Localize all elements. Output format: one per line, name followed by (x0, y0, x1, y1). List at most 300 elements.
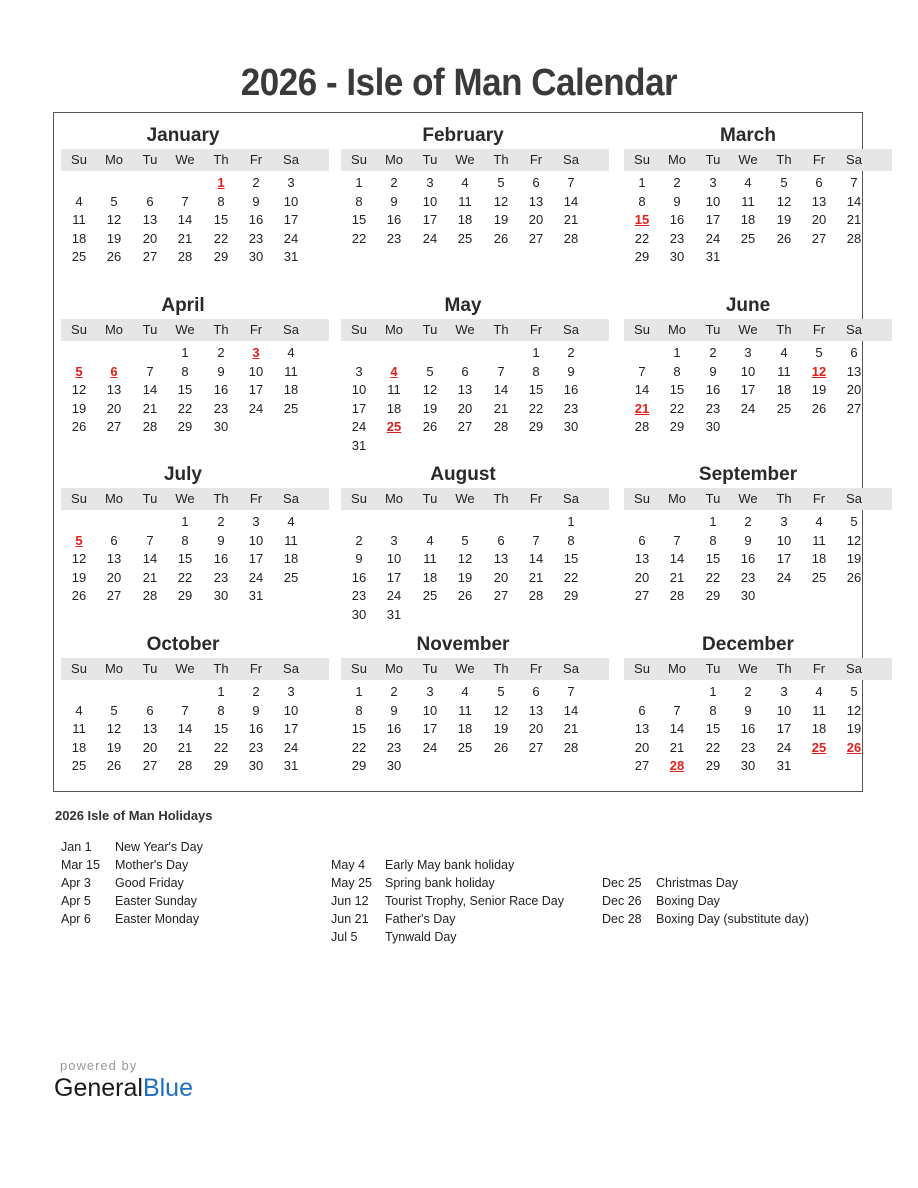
day-cell: 18 (283, 382, 299, 397)
day-cell: 16 (248, 212, 264, 227)
month-title: September (698, 464, 798, 485)
day-cell: 30 (248, 758, 264, 773)
weekday-label: Su (351, 661, 367, 676)
day-cell: 26 (106, 249, 122, 264)
month-title: December (702, 634, 794, 655)
day-cell: 24 (422, 739, 438, 755)
day-cell: 6 (532, 684, 540, 699)
month-title: August (430, 464, 496, 485)
day-cell: 20 (493, 569, 509, 585)
day-cell: 14 (563, 193, 579, 209)
day-cell: 26 (846, 569, 862, 585)
day-cell: 28 (528, 588, 544, 603)
day-cell: 29 (563, 588, 579, 603)
day-cell: 18 (386, 400, 402, 416)
month-january (61, 113, 329, 283)
weekday-label: Th (213, 661, 229, 676)
day-cell: 29 (705, 588, 721, 603)
weekday-label: We (738, 661, 758, 676)
day-cell: 9 (709, 363, 717, 379)
weekday-label: Th (493, 322, 509, 337)
day-cell: 23 (248, 739, 264, 755)
day-cell: 5 (426, 363, 434, 379)
day-cell: 1 (673, 345, 681, 360)
weekday-label: Tu (422, 152, 438, 167)
weekday-label: Tu (142, 661, 158, 676)
day-cell: 29 (634, 249, 650, 264)
day-cell: 23 (669, 230, 685, 246)
month-october (61, 622, 329, 792)
day-cell: 15 (351, 212, 367, 227)
day-cell: 14 (563, 702, 579, 718)
day-cell: 28 (177, 249, 193, 264)
day-cell: 29 (528, 419, 544, 434)
weekday-label: Tu (422, 491, 438, 506)
day-cell: 3 (780, 514, 788, 529)
weekday-label: We (738, 322, 758, 337)
day-cell: 1 (567, 514, 575, 529)
day-cell: 9 (252, 702, 260, 718)
day-cell: 23 (386, 230, 402, 246)
holiday-name: Tynwald Day (385, 930, 457, 944)
weekday-label: Fr (812, 322, 826, 337)
weekday-label: We (175, 661, 195, 676)
day-cell: 19 (457, 569, 473, 585)
day-cell: 4 (461, 175, 469, 190)
day-cell: 14 (493, 382, 509, 397)
holidays-title: 2026 Isle of Man Holidays (55, 808, 213, 823)
weekday-label: We (175, 152, 195, 167)
weekday-label: Fr (249, 491, 263, 506)
day-cell: 25 (283, 400, 299, 416)
day-cell: 22 (213, 230, 229, 246)
day-cell: 6 (461, 363, 469, 379)
day-cell: 30 (740, 758, 756, 773)
brand-general: General (54, 1074, 143, 1102)
day-cell: 23 (351, 588, 367, 603)
day-cell: 18 (422, 569, 438, 585)
day-cell: 21 (846, 212, 862, 227)
day-cell: 29 (177, 419, 193, 434)
day-cell: 13 (811, 193, 827, 209)
day-cell: 5 (497, 684, 505, 699)
day-cell: 26 (776, 230, 792, 246)
day-cell: 23 (213, 400, 229, 416)
day-cell: 7 (567, 684, 575, 699)
day-cell: 24 (248, 569, 264, 585)
day-cell: 9 (252, 193, 260, 209)
day-cell: 3 (252, 514, 260, 529)
day-cell: 23 (740, 739, 756, 755)
day-cell: 9 (744, 532, 752, 548)
day-cell: 30 (563, 419, 579, 434)
day-cell: 12 (493, 702, 509, 718)
day-cell: 18 (811, 721, 827, 736)
weekday-label: We (455, 322, 475, 337)
weekday-label: Th (213, 322, 229, 337)
holiday-name: Easter Sunday (115, 894, 197, 908)
day-cell: 27 (634, 588, 650, 603)
day-cell: 21 (142, 569, 158, 585)
day-cell: 18 (457, 721, 473, 736)
day-cell: 28 (142, 419, 158, 434)
weekday-label: Sa (283, 661, 299, 676)
day-cell: 22 (528, 400, 544, 416)
weekday-label: Mo (104, 661, 124, 676)
day-cell: 8 (217, 193, 225, 209)
day-cell: 30 (213, 419, 229, 434)
day-cell: 2 (673, 175, 681, 190)
day-cell: 7 (181, 702, 189, 718)
day-cell: 24 (248, 400, 264, 416)
month-title: June (725, 295, 771, 316)
day-cell: 20 (528, 721, 544, 736)
day-cell: 15 (351, 721, 367, 736)
holiday-day: 4 (390, 363, 398, 379)
holiday-name: Tourist Trophy, Senior Race Day (385, 894, 565, 908)
day-cell: 12 (776, 193, 792, 209)
holiday-day: 1 (217, 175, 225, 190)
day-cell: 30 (248, 249, 264, 264)
day-cell: 8 (673, 363, 681, 379)
day-cell: 18 (283, 551, 299, 566)
day-cell: 10 (351, 382, 367, 397)
weekday-label: Th (776, 661, 792, 676)
day-cell: 6 (815, 175, 823, 190)
day-cell: 14 (846, 193, 862, 209)
day-cell: 22 (351, 739, 367, 755)
weekday-label: Th (776, 322, 792, 337)
day-cell: 26 (71, 419, 87, 434)
day-cell: 6 (110, 532, 118, 548)
day-cell: 11 (284, 363, 298, 379)
day-cell: 15 (213, 212, 229, 227)
day-cell: 21 (669, 569, 685, 585)
day-cell: 23 (563, 400, 579, 416)
day-cell: 25 (740, 230, 756, 246)
day-cell: 6 (850, 345, 858, 360)
day-cell: 29 (177, 588, 193, 603)
powered-by-text: powered by (60, 1058, 138, 1073)
holiday-name: Easter Monday (115, 912, 200, 926)
weekday-label: Mo (384, 322, 404, 337)
day-cell: 3 (355, 363, 363, 379)
day-cell: 29 (351, 758, 367, 773)
day-cell: 15 (705, 721, 721, 736)
day-cell: 5 (850, 514, 858, 529)
holiday-day: 5 (75, 532, 83, 548)
day-cell: 14 (669, 551, 685, 566)
holiday-day: 12 (811, 363, 827, 379)
day-cell: 19 (106, 230, 122, 246)
day-cell: 8 (709, 702, 717, 718)
day-cell: 2 (252, 175, 260, 190)
month-december (624, 622, 892, 792)
day-cell: 15 (528, 382, 544, 397)
holiday-day: 28 (669, 758, 685, 773)
weekday-label: Th (213, 491, 229, 506)
brand-blue: Blue (142, 1074, 193, 1102)
day-cell: 13 (142, 721, 158, 736)
day-cell: 12 (106, 721, 122, 736)
day-cell: 25 (776, 400, 792, 416)
day-cell: 8 (567, 532, 575, 548)
weekday-label: Mo (667, 661, 687, 676)
day-cell: 3 (287, 175, 295, 190)
weekday-label: Su (634, 491, 650, 506)
day-cell: 17 (705, 212, 721, 227)
month-november (341, 622, 609, 792)
day-cell: 8 (355, 702, 363, 718)
holiday-name: Spring bank holiday (385, 876, 495, 890)
day-cell: 24 (422, 230, 438, 246)
day-cell: 8 (709, 532, 717, 548)
day-cell: 21 (177, 230, 193, 246)
weekday-label: Fr (529, 152, 543, 167)
day-cell: 27 (846, 400, 862, 416)
weekday-label: We (738, 491, 758, 506)
day-cell: 3 (287, 684, 295, 699)
day-cell: 7 (850, 175, 858, 190)
day-cell: 8 (181, 532, 189, 548)
day-cell: 11 (458, 702, 472, 718)
day-cell: 6 (146, 702, 154, 718)
weekday-label: Fr (529, 661, 543, 676)
day-cell: 24 (776, 569, 792, 585)
day-cell: 2 (390, 175, 398, 190)
day-cell: 7 (673, 702, 681, 718)
day-cell: 28 (563, 739, 579, 755)
day-cell: 24 (351, 419, 367, 434)
day-cell: 7 (146, 532, 154, 548)
day-cell: 18 (71, 230, 87, 246)
day-cell: 26 (422, 419, 438, 434)
day-cell: 4 (426, 532, 434, 548)
day-cell: 11 (812, 532, 826, 548)
day-cell: 13 (106, 382, 122, 397)
day-cell: 19 (846, 721, 862, 736)
day-cell: 7 (181, 193, 189, 209)
holiday-date: Apr 5 (61, 894, 91, 908)
day-cell: 14 (669, 721, 685, 736)
day-cell: 4 (461, 684, 469, 699)
day-cell: 17 (248, 551, 264, 566)
day-cell: 8 (181, 363, 189, 379)
weekday-label: Su (351, 491, 367, 506)
day-cell: 5 (780, 175, 788, 190)
day-cell: 20 (634, 739, 650, 755)
day-cell: 6 (146, 193, 154, 209)
holiday-name: Early May bank holiday (385, 858, 515, 872)
day-cell: 25 (71, 249, 87, 264)
day-cell: 21 (142, 400, 158, 416)
weekday-label: Tu (422, 661, 438, 676)
day-cell: 30 (740, 588, 756, 603)
day-cell: 3 (744, 345, 752, 360)
weekday-label: Tu (705, 152, 721, 167)
day-cell: 22 (669, 400, 685, 416)
day-cell: 6 (638, 702, 646, 718)
weekday-label: Fr (529, 322, 543, 337)
day-cell: 28 (142, 588, 158, 603)
day-cell: 27 (457, 419, 473, 434)
weekday-label: Sa (563, 152, 579, 167)
day-cell: 27 (493, 588, 509, 603)
day-cell: 16 (248, 721, 264, 736)
holiday-date: Jul 5 (331, 930, 358, 944)
day-cell: 17 (248, 382, 264, 397)
day-cell: 10 (386, 551, 402, 566)
day-cell: 17 (283, 721, 299, 736)
day-cell: 16 (351, 569, 367, 585)
day-cell: 2 (390, 684, 398, 699)
month-title: March (720, 125, 776, 146)
day-cell: 27 (142, 758, 158, 773)
weekday-label: Tu (705, 491, 721, 506)
day-cell: 18 (457, 212, 473, 227)
day-cell: 10 (248, 363, 264, 379)
day-cell: 15 (213, 721, 229, 736)
day-cell: 12 (71, 551, 87, 566)
day-cell: 16 (669, 212, 685, 227)
day-cell: 15 (669, 382, 685, 397)
holiday-name: Father's Day (385, 912, 456, 926)
holiday-day: 3 (252, 345, 260, 360)
weekday-label: Tu (422, 322, 438, 337)
day-cell: 1 (355, 684, 363, 699)
day-cell: 17 (776, 551, 792, 566)
day-cell: 2 (744, 514, 752, 529)
day-cell: 21 (563, 212, 579, 227)
holiday-name: Boxing Day (656, 894, 720, 908)
holiday-day: 21 (634, 400, 650, 416)
weekday-label: Fr (529, 491, 543, 506)
holiday-date: Jun 21 (331, 912, 369, 926)
day-cell: 25 (283, 569, 299, 585)
day-cell: 8 (217, 702, 225, 718)
day-cell: 11 (458, 193, 472, 209)
generalblue-logo[interactable] (54, 1074, 193, 1103)
day-cell: 1 (709, 684, 717, 699)
day-cell: 7 (638, 363, 646, 379)
day-cell: 21 (177, 739, 193, 755)
day-cell: 13 (457, 382, 473, 397)
holiday-date: Apr 6 (61, 912, 91, 926)
day-cell: 22 (351, 230, 367, 246)
day-cell: 12 (846, 702, 862, 718)
day-cell: 30 (386, 758, 402, 773)
weekday-label: Th (493, 491, 509, 506)
day-cell: 5 (110, 193, 118, 209)
day-cell: 14 (528, 551, 544, 566)
weekday-label: Mo (104, 322, 124, 337)
day-cell: 2 (217, 345, 225, 360)
day-cell: 9 (390, 702, 398, 718)
day-cell: 19 (71, 569, 87, 585)
day-cell: 13 (106, 551, 122, 566)
day-cell: 24 (705, 230, 721, 246)
weekday-label: Su (351, 152, 367, 167)
day-cell: 12 (846, 532, 862, 548)
weekday-label: We (738, 152, 758, 167)
day-cell: 1 (709, 514, 717, 529)
day-cell: 10 (776, 532, 792, 548)
day-cell: 31 (705, 249, 721, 264)
day-cell: 11 (741, 193, 755, 209)
weekday-label: We (455, 152, 475, 167)
month-title: April (161, 295, 205, 316)
day-cell: 20 (106, 400, 122, 416)
day-cell: 21 (669, 739, 685, 755)
weekday-label: Mo (667, 322, 687, 337)
day-cell: 9 (390, 193, 398, 209)
day-cell: 15 (563, 551, 579, 566)
day-cell: 22 (213, 739, 229, 755)
month-may (341, 283, 609, 453)
day-cell: 7 (146, 363, 154, 379)
day-cell: 31 (351, 437, 367, 453)
day-cell: 1 (217, 684, 225, 699)
holiday-day: 26 (846, 739, 862, 755)
weekday-label: Th (776, 152, 792, 167)
holiday-date: May 4 (331, 858, 366, 872)
day-cell: 13 (846, 363, 862, 379)
day-cell: 30 (213, 588, 229, 603)
month-august (341, 452, 609, 622)
day-cell: 31 (776, 758, 792, 773)
day-cell: 21 (563, 721, 579, 736)
day-cell: 27 (106, 419, 122, 434)
day-cell: 18 (811, 551, 827, 566)
day-cell: 22 (705, 739, 721, 755)
day-cell: 14 (634, 382, 650, 397)
day-cell: 19 (493, 212, 509, 227)
weekday-label: Su (634, 661, 650, 676)
weekday-label: Mo (384, 491, 404, 506)
holiday-date: Mar 15 (61, 858, 100, 872)
month-title: January (146, 125, 220, 146)
day-cell: 20 (634, 569, 650, 585)
day-cell: 19 (422, 400, 438, 416)
day-cell: 8 (532, 363, 540, 379)
day-cell: 5 (815, 345, 823, 360)
day-cell: 11 (72, 721, 86, 736)
day-cell: 3 (426, 684, 434, 699)
day-cell: 19 (811, 382, 827, 397)
day-cell: 29 (213, 758, 229, 773)
day-cell: 2 (355, 532, 363, 548)
day-cell: 20 (106, 569, 122, 585)
day-cell: 29 (669, 419, 685, 434)
day-cell: 25 (811, 569, 827, 585)
day-cell: 26 (811, 400, 827, 416)
weekday-label: Tu (142, 491, 158, 506)
month-title: July (163, 464, 203, 485)
holiday-day: 25 (386, 419, 402, 434)
day-cell: 7 (567, 175, 575, 190)
day-cell: 16 (386, 721, 402, 736)
holiday-date: Apr 3 (61, 876, 91, 890)
holiday-date: Dec 25 (602, 876, 642, 890)
weekday-label: Mo (384, 152, 404, 167)
weekday-label: Fr (812, 661, 826, 676)
day-cell: 16 (740, 721, 756, 736)
month-title: February (422, 125, 504, 146)
weekday-label: Sa (563, 322, 579, 337)
day-cell: 11 (423, 551, 437, 566)
day-cell: 4 (75, 702, 83, 718)
day-cell: 18 (776, 382, 792, 397)
